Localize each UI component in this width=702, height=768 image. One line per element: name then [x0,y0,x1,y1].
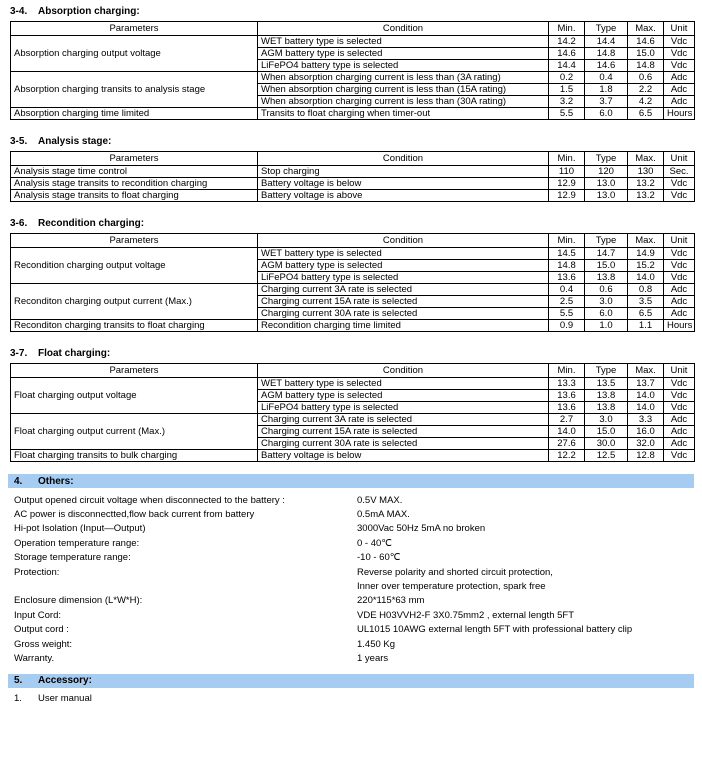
parameter-cell: Absorption charging output voltage [11,36,258,72]
unit-cell: Vdc [664,450,695,462]
condition-cell: Charging current 3A rate is selected [258,284,549,296]
table-row [11,72,695,84]
accessory-list [8,692,694,706]
unit-cell: Hours [664,108,695,120]
parameter-cell: Float charging transits to bulk charging [11,450,258,462]
spec-line [8,551,694,565]
type-cell: 13.8 [585,390,628,402]
column-header: Max. [628,364,664,378]
parameter-cell: Analysis stage transits to float charging [11,190,258,202]
unit-cell: Adc [664,308,695,320]
column-header: Min. [549,22,585,36]
condition-cell: Battery voltage is below [258,450,549,462]
section-heading: Recondition charging: [38,218,145,229]
parameter-cell: Float charging output current (Max.) [11,414,258,450]
type-cell: 3.7 [585,96,628,108]
spec-section-title [10,218,694,229]
type-cell: 30.0 [585,438,628,450]
parameter-cell: Recondition charging output voltage [11,248,258,284]
table-row [11,108,695,120]
table-header-row [11,234,695,248]
min-cell: 14.2 [549,36,585,48]
table-header-row [11,22,695,36]
condition-cell: When absorption charging current is less than (30A rating) [258,96,549,108]
type-cell: 13.8 [585,272,628,284]
accessory-section-bar [8,674,694,688]
spec-value: 3000Vac 50Hz 5mA no broken [357,523,486,535]
unit-cell: Vdc [664,260,695,272]
max-cell: 4.2 [628,96,664,108]
parameter-cell: Reconditon charging output current (Max.) [11,284,258,320]
max-cell: 16.0 [628,426,664,438]
max-cell: 32.0 [628,438,664,450]
type-cell: 14.4 [585,36,628,48]
max-cell: 15.2 [628,260,664,272]
spec-label: Gross weight: [14,638,73,650]
condition-cell: AGM battery type is selected [258,390,549,402]
condition-cell: Charging current 3A rate is selected [258,414,549,426]
min-cell: 12.9 [549,190,585,202]
type-cell: 120 [585,166,628,178]
table-row [11,166,695,178]
spec-label: Enclosure dimension (L*W*H): [14,595,143,607]
section-number: 5. [14,675,23,687]
spec-label: AC power is disconnectted,flow back current from battery [14,509,255,521]
min-cell: 14.8 [549,260,585,272]
max-cell: 14.9 [628,248,664,260]
spec-table [10,363,695,462]
spec-label: Protection: [14,566,60,578]
max-cell: 3.5 [628,296,664,308]
max-cell: 13.7 [628,378,664,390]
max-cell: 14.0 [628,402,664,414]
spec-value: UL1015 10AWG external length 5FT with professional battery clip [357,624,633,636]
spec-label: Hi-pot Isolation (Input—Output) [14,523,146,535]
min-cell: 14.0 [549,426,585,438]
spec-section-title [10,6,694,17]
spec-label: Input Cord: [14,609,61,621]
column-header: Type [585,152,628,166]
parameter-cell: Float charging output voltage [11,378,258,414]
table-row [11,190,695,202]
type-cell: 6.0 [585,108,628,120]
unit-cell: Vdc [664,178,695,190]
table-row [11,178,695,190]
max-cell: 1.1 [628,320,664,332]
unit-cell: Vdc [664,48,695,60]
column-header: Type [585,234,628,248]
section-number: 3-6. [10,218,28,229]
others-list [8,493,694,666]
condition-cell: LiFePO4 battery type is selected [258,60,549,72]
section-heading: Others: [38,475,74,487]
column-header: Condition [258,152,549,166]
table-row [11,378,695,390]
unit-cell: Adc [664,96,695,108]
section-number: 3-7. [10,348,28,359]
table-row [11,320,695,332]
column-header: Type [585,22,628,36]
spec-line [8,623,694,637]
unit-cell: Vdc [664,190,695,202]
section-number: 4. [14,475,23,487]
min-cell: 13.3 [549,378,585,390]
spec-line [8,522,694,536]
max-cell: 6.5 [628,308,664,320]
condition-cell: Stop charging [258,166,549,178]
unit-cell: Vdc [664,378,695,390]
section-heading: Accessory: [38,675,92,687]
max-cell: 14.0 [628,390,664,402]
spec-sections [8,6,694,462]
spec-section-title [10,348,694,359]
type-cell: 13.8 [585,402,628,414]
column-header: Max. [628,234,664,248]
column-header: Unit [664,234,695,248]
type-cell: 0.4 [585,72,628,84]
max-cell: 130 [628,166,664,178]
spec-value: 0 - 40℃ [357,537,392,549]
min-cell: 5.5 [549,108,585,120]
condition-cell: Charging current 15A rate is selected [258,296,549,308]
min-cell: 0.9 [549,320,585,332]
others-section-bar [8,474,694,488]
parameter-cell: Absorption charging time limited [11,108,258,120]
spec-label: Operation temperature range: [14,537,140,549]
parameter-cell: Analysis stage time control [11,166,258,178]
column-header: Max. [628,152,664,166]
max-cell: 15.0 [628,48,664,60]
max-cell: 13.2 [628,190,664,202]
type-cell: 14.7 [585,248,628,260]
max-cell: 14.0 [628,272,664,284]
min-cell: 13.6 [549,402,585,414]
spec-table [10,21,695,120]
column-header: Unit [664,364,695,378]
spec-line [8,565,694,579]
type-cell: 0.6 [585,284,628,296]
spec-line [8,579,694,593]
min-cell: 3.2 [549,96,585,108]
type-cell: 1.8 [585,84,628,96]
spec-label: Output cord : [14,624,69,636]
table-row [11,36,695,48]
min-cell: 2.5 [549,296,585,308]
condition-cell: When absorption charging current is less than (15A rating) [258,84,549,96]
condition-cell: Battery voltage is below [258,178,549,190]
spec-table [10,233,695,332]
table-header-row [11,364,695,378]
unit-cell: Sec. [664,166,695,178]
spec-value: Reverse polarity and shorted circuit protection, [357,566,553,578]
column-header: Type [585,364,628,378]
unit-cell: Adc [664,426,695,438]
unit-cell: Vdc [664,36,695,48]
table-row [11,284,695,296]
unit-cell: Vdc [664,390,695,402]
spec-table [10,151,695,202]
column-header: Min. [549,234,585,248]
type-cell: 3.0 [585,414,628,426]
condition-cell: AGM battery type is selected [258,48,549,60]
max-cell: 0.8 [628,284,664,296]
max-cell: 14.8 [628,60,664,72]
condition-cell: WET battery type is selected [258,36,549,48]
min-cell: 27.6 [549,438,585,450]
condition-cell: Charging current 30A rate is selected [258,438,549,450]
type-cell: 1.0 [585,320,628,332]
column-header: Parameters [11,22,258,36]
condition-cell: AGM battery type is selected [258,260,549,272]
min-cell: 12.2 [549,450,585,462]
spec-value: 1.450 Kg [357,638,396,650]
type-cell: 15.0 [585,260,628,272]
table-row [11,248,695,260]
min-cell: 13.6 [549,390,585,402]
unit-cell: Adc [664,296,695,308]
min-cell: 1.5 [549,84,585,96]
spec-line [8,507,694,521]
item-number: 1. [14,693,22,705]
condition-cell: Charging current 30A rate is selected [258,308,549,320]
spec-value: 0.5mA MAX. [357,509,410,521]
min-cell: 5.5 [549,308,585,320]
spec-line [8,493,694,507]
section-heading: Float charging: [38,348,111,359]
accessory-item [8,692,694,706]
max-cell: 6.5 [628,108,664,120]
column-header: Parameters [11,234,258,248]
column-header: Parameters [11,152,258,166]
type-cell: 14.8 [585,48,628,60]
spec-line [8,594,694,608]
unit-cell: Adc [664,84,695,96]
spec-line [8,651,694,665]
unit-cell: Adc [664,72,695,84]
spec-label: Warranty. [14,652,55,664]
spec-value: 220*115*63 mm [357,595,425,607]
spec-value: -10 - 60℃ [357,552,401,564]
min-cell: 0.2 [549,72,585,84]
spec-value: 0.5V MAX. [357,494,403,506]
max-cell: 14.6 [628,36,664,48]
column-header: Condition [258,22,549,36]
spec-line [8,637,694,651]
spec-line [8,608,694,622]
unit-cell: Vdc [664,60,695,72]
condition-cell: WET battery type is selected [258,378,549,390]
condition-cell: Transits to float charging when timer-out [258,108,549,120]
min-cell: 0.4 [549,284,585,296]
spec-value: 1 years [357,652,389,664]
min-cell: 14.6 [549,48,585,60]
unit-cell: Vdc [664,402,695,414]
spec-section-title [10,136,694,147]
max-cell: 2.2 [628,84,664,96]
min-cell: 2.7 [549,414,585,426]
condition-cell: When absorption charging current is less than (3A rating) [258,72,549,84]
type-cell: 13.0 [585,178,628,190]
condition-cell: WET battery type is selected [258,248,549,260]
item-label: User manual [38,693,92,705]
condition-cell: LiFePO4 battery type is selected [258,272,549,284]
unit-cell: Hours [664,320,695,332]
unit-cell: Adc [664,438,695,450]
unit-cell: Adc [664,414,695,426]
condition-cell: Charging current 15A rate is selected [258,426,549,438]
max-cell: 13.2 [628,178,664,190]
spec-value: Inner over temperature protection, spark free [357,581,546,593]
type-cell: 15.0 [585,426,628,438]
section-number: 3-5. [10,136,28,147]
parameter-cell: Absorption charging transits to analysis stage [11,72,258,108]
spec-label: Storage temperature range: [14,552,131,564]
type-cell: 6.0 [585,308,628,320]
max-cell: 3.3 [628,414,664,426]
column-header: Unit [664,22,695,36]
min-cell: 14.5 [549,248,585,260]
condition-cell: Battery voltage is above [258,190,549,202]
type-cell: 14.6 [585,60,628,72]
section-heading: Analysis stage: [38,136,112,147]
type-cell: 13.5 [585,378,628,390]
column-header: Parameters [11,364,258,378]
section-heading: Absorption charging: [38,6,140,17]
section-number: 3-4. [10,6,28,17]
column-header: Unit [664,152,695,166]
type-cell: 12.5 [585,450,628,462]
max-cell: 0.6 [628,72,664,84]
min-cell: 13.6 [549,272,585,284]
type-cell: 3.0 [585,296,628,308]
min-cell: 12.9 [549,178,585,190]
spec-line [8,536,694,550]
parameter-cell: Reconditon charging transits to float charging [11,320,258,332]
spec-label: Output opened circuit voltage when disconnected to the battery : [14,494,285,506]
unit-cell: Vdc [664,272,695,284]
column-header: Min. [549,364,585,378]
condition-cell: LiFePO4 battery type is selected [258,402,549,414]
max-cell: 12.8 [628,450,664,462]
condition-cell: Recondition charging time limited [258,320,549,332]
min-cell: 14.4 [549,60,585,72]
column-header: Max. [628,22,664,36]
parameter-cell: Analysis stage transits to recondition charging [11,178,258,190]
table-row [11,414,695,426]
column-header: Condition [258,234,549,248]
column-header: Min. [549,152,585,166]
type-cell: 13.0 [585,190,628,202]
table-row [11,450,695,462]
unit-cell: Adc [664,284,695,296]
column-header: Condition [258,364,549,378]
unit-cell: Vdc [664,248,695,260]
spec-value: VDE H03VVH2-F 3X0.75mm2 , external length 5FT [357,609,575,621]
table-header-row [11,152,695,166]
min-cell: 110 [549,166,585,178]
